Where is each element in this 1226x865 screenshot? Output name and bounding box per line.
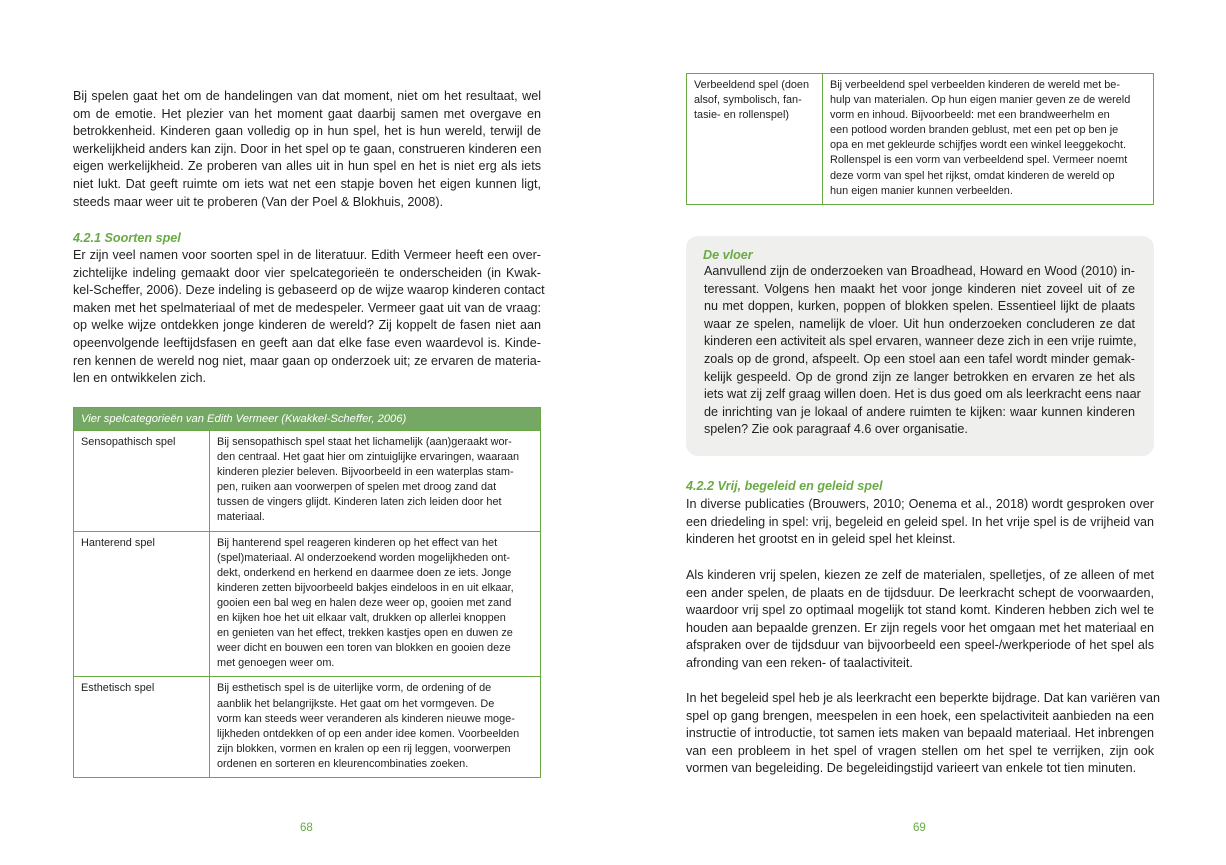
section-heading-4-2-2: 4.2.2 Vrij, begeleid en geleid spel: [686, 479, 883, 493]
table-caption: Vier spelcategorieën van Edith Vermeer (Kwakkel-Scheffer, 2006): [74, 408, 541, 431]
text-line: ren kennen de wereld nog niet, maar gaan op onderzoek uit; ze ervaren de materia-: [73, 353, 541, 368]
category-name: [74, 531, 210, 677]
category-description: [210, 431, 541, 532]
text-line: spel op gang brengen, meespelen in een hoek, een spelactiviteit aanbieden na een: [686, 708, 1154, 723]
text-line: waardoor vrij spel zo optimaal mogelijk tot stand komt. Kinderen hebben zich wel te: [686, 603, 1154, 618]
text-line: In diverse publicaties (Brouwers, 2010; Oenema et al., 2018) wordt gesproken over: [686, 497, 1154, 511]
text-line: zichtelijke indeling gemaakt door vier spelcategorieën te onderscheiden (in Kwak-: [73, 265, 541, 280]
text-line: van een probleem in het spel of vragen stellen om het spel te verrijken, zijn ook: [686, 743, 1154, 758]
cell-line: kinderen plezier beleven. Bijvoorbeeld in een waterplas stam-: [217, 466, 514, 479]
text-line: Aanvullend zijn de onderzoeken van Broadhead, Howard en Wood (2010) in-: [704, 264, 1135, 278]
cell-line: kinderen zetten bijvoorbeeld bakjes eindeloos in en uit elkaar,: [217, 581, 514, 594]
text-line: kinderen het grootst en in geleid spel het kleinst.: [686, 532, 956, 547]
text-line: de inrichting van je lokaal of andere ruimten te kijken: waar kunnen kinderen: [704, 404, 1135, 419]
table-row: [74, 431, 541, 532]
text-line: maken met het spelmateriaal of met de medespeler. Vermeer gaat uit van de vraag:: [73, 300, 541, 315]
cell-line: en kijken hoe het uit elkaar valt, drukken op allerlei knoppen: [217, 612, 506, 625]
right-page: [613, 0, 1226, 865]
cell-line: weer dicht en bouwen een toren van blokken en gooien deze: [217, 642, 511, 655]
cell-line: tussen de vingers glijdt. Kinderen laten zich leiden door het: [217, 496, 502, 509]
cell-line: en genieten van het effect, trekken kastjes open en duwen ze: [217, 627, 513, 640]
cell-line: Sensopathisch spel: [81, 436, 176, 448]
cell-line: deze vorm van spel het rijkst, omdat kinderen de wereld op: [830, 169, 1115, 182]
cell-line: zijn blokken, vormen en kralen op een rij leggen, voorwerpen: [217, 742, 511, 755]
text-line: len en ontwikkelen zich.: [73, 371, 207, 386]
text-line: niet lukt. Dat geeft ruimte om iets wat net een stapje boven het eigen kunnen ligt,: [73, 176, 541, 191]
cell-line: Bij sensopathisch spel staat het lichamelijk (aan)geraakt wor-: [217, 436, 512, 448]
category-name: [687, 74, 823, 205]
text-line: In het begeleid spel heb je als leerkracht een beperkte bijdrage. Dat kan variëren van: [686, 691, 1160, 705]
cell-line: Hanterend spel: [81, 536, 155, 549]
soorten-spel-paragraph: [73, 247, 545, 388]
text-line: afronding van een reken- of taalactiviteit.: [686, 655, 913, 670]
text-line: Als kinderen vrij spelen, kiezen ze zelf de materialen, spelletjes, of ze alleen of met: [686, 568, 1154, 582]
cell-line: (spel)materiaal. Al onderzoekend worden mogelijkheden ont-: [217, 551, 511, 564]
category-name: [74, 677, 210, 778]
cell-line: pen, ruiken aan voorwerpen of spelen met droog zand dat: [217, 481, 497, 494]
cell-line: Bij esthetisch spel is de uiterlijke vorm, de ordening of de: [217, 682, 492, 695]
cell-line: alsof, symbolisch, fan-: [694, 94, 802, 107]
paragraph-driedeling: [686, 496, 1154, 549]
table-row: [687, 74, 1154, 205]
page-number: 68: [300, 822, 313, 834]
callout-title: De vloer: [703, 248, 753, 262]
text-line: kelijk gespeeld. Op de grond zijn ze langer betrokken en ervaren ze het als: [704, 369, 1135, 384]
text-line: een ander spelen, de plaats en de tijdsduur. De leerkracht schept de voorwaarden,: [686, 585, 1154, 600]
text-line: om de emotie. Het plezier van het moment gaat daarbij samen met overgave en: [73, 106, 541, 121]
cell-line: Bij hanterend spel reageren kinderen op het effect van het: [217, 536, 498, 549]
category-description: [210, 531, 541, 677]
text-line: Er zijn veel namen voor soorten spel in de literatuur. Edith Vermeer heeft een over-: [73, 248, 541, 262]
cell-line: vorm en inhoud. Bijvoorbeeld: met een brandweerhelm en: [830, 109, 1110, 122]
spelcategorieen-table-continued: [686, 73, 1154, 205]
text-line: eigen werkelijkheid. Ze proberen van alles uit in hun spel en het is niet erg als iets: [73, 159, 541, 174]
cell-line: aanblik het belangrijkste. Het gaat om het vormgeven. De: [217, 697, 495, 710]
text-line: kinderen een activiteit als spel ervaren, wanneer deze zich in een vrije ruimte,: [704, 334, 1137, 349]
table-row: [74, 531, 541, 677]
cell-line: Rollenspel is een vorm van verbeeldend spel. Vermeer noemt: [830, 154, 1128, 167]
text-line: vormen van begeleiding. De begeleidingstijd varieert van enkele tot tien minuten.: [686, 761, 1137, 776]
cell-line: lijkheden ontdekken of op een ander idee komen. Voorbeelden: [217, 727, 520, 740]
cell-line: hun eigen manier kunnen verbeelden.: [830, 184, 1013, 197]
category-description: [210, 677, 541, 778]
text-line: opeenvolgende leeftijdsfasen en geeft aan dat elke fase even waardevol is. Kinde-: [73, 335, 541, 350]
category-name: [74, 431, 210, 532]
cell-line: een potlood worden branden geblust, met een pet op ben je: [830, 124, 1119, 137]
cell-line: Verbeeldend spel (doen: [694, 79, 810, 91]
text-line: waar ze spelen, namelijk de vloer. Uit hun onderzoeken concluderen ze dat: [704, 316, 1135, 331]
callout-text: [704, 263, 1141, 439]
cell-line: materiaal.: [217, 511, 265, 524]
category-description: [823, 74, 1154, 205]
cell-line: opa en met gekleurde schijfjes wordt een winkel leeggekocht.: [830, 139, 1127, 152]
text-line: instructie of introductie, tot samen iets maken van bepaald materiaal. Het inbrengen: [686, 726, 1154, 741]
page-number: 69: [913, 822, 926, 834]
cell-line: gooien een bal weg en halen deze weer op, gooien met zand: [217, 596, 512, 609]
text-line: Bij spelen gaat het om de handelingen van dat moment, niet om het resultaat, wel: [73, 89, 541, 103]
text-line: een driedeling in spel: vrij, begeleid en geleid spel. In het vrije spel is de vrijheid van: [686, 514, 1154, 529]
text-line: betrokkenheid. Kinderen gaan volledig op in hun spel, het is hun wereld, terwijl de: [73, 124, 541, 139]
cell-line: tasie- en rollenspel): [694, 109, 790, 122]
cell-line: vorm kan steeds weer veranderen als kinderen nieuwe moge-: [217, 712, 515, 725]
cell-line: den centraal. Het gaat hier om zintuiglijke ervaringen, waaraan: [217, 451, 520, 464]
text-line: zoals op de grond, afspeelt. Op een stoel aan een tafel wordt minder gemak-: [704, 351, 1135, 366]
cell-line: met genoegen weer om.: [217, 657, 335, 670]
cell-line: Bij verbeeldend spel verbeelden kinderen de wereld met be-: [830, 79, 1120, 91]
table-row: [74, 677, 541, 778]
paragraph-begeleid-spel: [686, 690, 1160, 778]
cell-line: Esthetisch spel: [81, 682, 155, 695]
section-heading-4-2-1: 4.2.1 Soorten spel: [73, 231, 181, 245]
paragraph-vrij-spel: [686, 567, 1154, 673]
spelcategorieen-table: [73, 407, 541, 778]
text-line: steeds maar weer uit te proberen (Van der Poel & Blokhuis, 2008).: [73, 194, 444, 209]
text-line: iets wat zij zelf graag willen doen. Het is dus goed om als leerkracht eens naar: [704, 387, 1141, 402]
text-line: kel-Scheffer, 2006). Deze indeling is gebaseerd op de wijze waarop kinderen contact: [73, 283, 545, 298]
cell-line: dekt, onderkend en herkend en daarmee doen ze iets. Jonge: [217, 566, 512, 579]
text-line: werkelijkheid anders kan zijn. Door in het spel op te gaan, construeren kinderen een: [73, 141, 542, 156]
intro-paragraph: [73, 88, 541, 211]
text-line: nu met doppen, kurken, poppen of blokken spelen. Essentieel lijkt de plaats: [704, 299, 1135, 314]
text-line: op welke wijze ontdekken jonge kinderen de wereld? Zij koppelt de fasen niet aan: [73, 318, 541, 333]
text-line: houden aan bepaalde grenzen. Er zijn regels voor het omgaan met het materiaal en: [686, 620, 1154, 635]
callout-box-de-vloer: [686, 236, 1154, 456]
cell-line: ordenen en sorteren en kleurencombinaties zoeken.: [217, 757, 469, 770]
text-line: spelen? Zie ook paragraaf 4.6 over organisatie.: [704, 422, 968, 437]
cell-line: hulp van materialen. Op hun eigen manier geven ze de wereld: [830, 94, 1131, 107]
text-line: teressant. Volgens hen maakt het voor jonge kinderen niet zoveel uit of ze: [704, 281, 1135, 296]
text-line: afspraken over de tijdsduur van bijvoorbeeld een speel-/werkperiode of het spel als: [686, 638, 1154, 653]
